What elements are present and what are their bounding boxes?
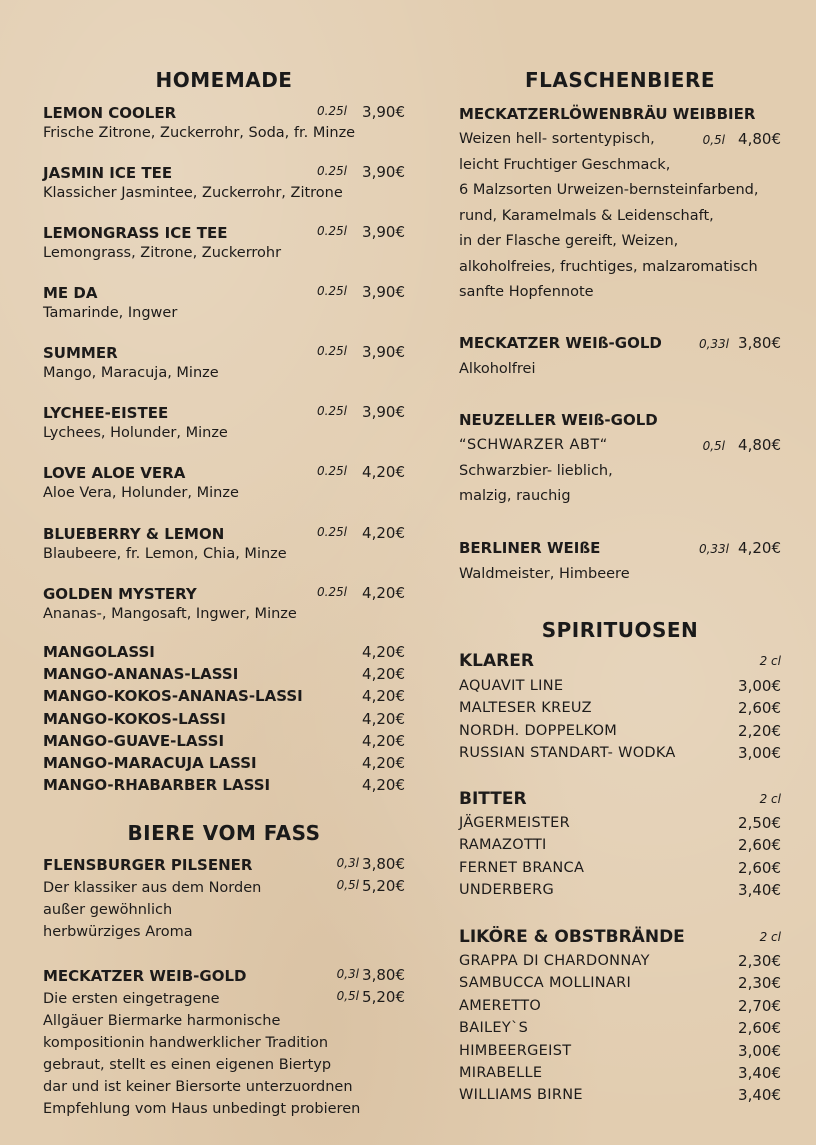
- item-description: Aloe Vera, Holunder, Minze: [43, 485, 239, 501]
- menu-item: [43, 403, 405, 443]
- item-name: MANGO-RHABARBER LASSI: [43, 776, 271, 795]
- list-item: [459, 1084, 781, 1106]
- item-description: malzig, rauchig: [459, 488, 571, 504]
- item-price: 3,00€: [738, 744, 781, 763]
- item-description: Lychees, Holunder, Minze: [43, 425, 228, 441]
- item-price: 3,80€: [738, 334, 781, 352]
- item-description: Der klassiker aus dem Norden: [43, 880, 262, 896]
- item-volume: 0.25l: [316, 525, 347, 539]
- item-price: 4,20€: [362, 753, 405, 772]
- item-description: Blaubeere, fr. Lemon, Chia, Minze: [43, 546, 287, 562]
- item-description: sanfte Hopfennote: [459, 284, 594, 300]
- spirit-group-header: [459, 927, 781, 947]
- item-volume: 0,33l: [698, 542, 729, 556]
- group-unit: 2 cl: [759, 930, 781, 944]
- menu-item-loewenbraeu: [459, 102, 781, 306]
- item-description: Allgäuer Biermarke harmonische: [43, 1013, 281, 1029]
- item-name: LOVE ALOE VERA: [43, 464, 186, 482]
- list-item: [459, 742, 781, 764]
- menu-item: [43, 283, 405, 323]
- menu-item-meckatzer-fass: [43, 966, 405, 1120]
- item-description: in der Flasche gereift, Weizen,: [459, 233, 679, 249]
- item-price: 3,90€: [362, 403, 405, 421]
- item-price: 4,20€: [362, 463, 405, 481]
- lassi-list: [43, 641, 405, 796]
- list-item: [459, 972, 781, 994]
- menu-item: [43, 463, 405, 503]
- item-price: 2,60€: [738, 1019, 781, 1038]
- list-item: [43, 752, 405, 774]
- item-volume: 0,5l: [702, 439, 725, 453]
- item-name: JÄGERMEISTER: [459, 815, 571, 831]
- item-name: AQUAVIT LINE: [459, 678, 564, 694]
- list-item: [459, 1017, 781, 1039]
- item-price: 3,40€: [738, 1086, 781, 1105]
- item-description: Schwarzbier- lieblich,: [459, 462, 613, 479]
- item-description: Mango, Maracuja, Minze: [43, 365, 219, 381]
- item-price: 4,20€: [362, 709, 405, 728]
- item-description: Empfehlung vom Haus unbedingt probieren: [43, 1101, 361, 1117]
- spirit-list: [459, 675, 781, 765]
- item-name: NORDH. DOPPELKOM: [459, 722, 618, 739]
- item-volume: 0.25l: [316, 164, 347, 178]
- item-price: 3,00€: [738, 1041, 781, 1060]
- item-name: AMERETTO: [459, 997, 542, 1014]
- item-volume: 0.25l: [316, 284, 347, 298]
- menu-item: [43, 343, 405, 383]
- item-price: 2,60€: [738, 836, 781, 855]
- item-name: JASMIN ICE TEE: [43, 164, 173, 182]
- item-name: LYCHEE-EISTEE: [43, 404, 169, 422]
- spirit-list: [459, 950, 781, 1107]
- item-volume: 0,5l: [336, 989, 359, 1003]
- item-volume: 0,5l: [336, 878, 359, 892]
- item-description: gebraut, stellt es einen eigenen Biertyp: [43, 1057, 332, 1073]
- item-description: Frische Zitrone, Zuckerrohr, Soda, fr. Minze: [43, 125, 356, 141]
- item-price: 4,20€: [362, 584, 405, 602]
- item-price: 4,20€: [362, 665, 405, 684]
- item-price: 4,20€: [362, 643, 405, 661]
- list-item: [459, 950, 781, 972]
- item-price: 3,90€: [362, 343, 405, 361]
- item-name: SAMBUCCA MOLLINARI: [459, 975, 632, 992]
- item-price: 2,30€: [738, 952, 781, 970]
- menu-item: [43, 223, 405, 263]
- list-item: [459, 812, 781, 834]
- section-title-fass: BIERE VOM FASS: [127, 821, 321, 845]
- list-item: [459, 1040, 781, 1062]
- item-price: 2,60€: [738, 699, 781, 718]
- item-price: 3,00€: [738, 677, 781, 695]
- item-name: MECKATZER WEIB-GOLD: [43, 967, 247, 985]
- list-item: [459, 697, 781, 719]
- item-price: 4,20€: [362, 524, 405, 542]
- item-volume: 0,33l: [698, 337, 729, 351]
- spirit-group-header: [459, 789, 781, 809]
- group-name: KLARER: [459, 651, 534, 671]
- item-name: FLENSBURGER PILSENER: [43, 856, 253, 874]
- item-price: 3,90€: [362, 283, 405, 301]
- item-description: Waldmeister, Himbeere: [459, 565, 630, 582]
- item-price: 4,80€: [738, 436, 781, 454]
- item-name: MANGO-GUAVE-LASSI: [43, 731, 225, 750]
- item-price: 2,70€: [738, 996, 781, 1015]
- item-description: Tamarinde, Ingwer: [43, 305, 178, 321]
- item-price: 4,20€: [362, 731, 405, 750]
- item-price: 2,50€: [738, 814, 781, 832]
- list-item: [43, 663, 405, 685]
- list-item: [43, 730, 405, 752]
- item-description: Ananas-, Mangosaft, Ingwer, Minze: [43, 606, 297, 622]
- item-description: Lemongrass, Zitrone, Zuckerrohr: [43, 245, 282, 261]
- item-price: 3,40€: [738, 1063, 781, 1082]
- item-description: alkoholfreies, fruchtiges, malzaromatisch: [459, 258, 758, 275]
- item-volume: 0.25l: [316, 104, 347, 118]
- list-item: [43, 685, 405, 707]
- item-name: GOLDEN MYSTERY: [43, 585, 197, 603]
- item-description: dar und ist keiner Biersorte unterzuordnen: [43, 1079, 353, 1095]
- item-name: MANGO-ANANAS-LASSI: [43, 665, 239, 684]
- item-name: RAMAZOTTI: [459, 837, 547, 854]
- menu-item-weissgold: [459, 331, 781, 382]
- item-price: 3,80€: [362, 966, 405, 984]
- item-name: SUMMER: [43, 344, 118, 362]
- item-name: MIRABELLE: [459, 1064, 543, 1081]
- list-item: [43, 641, 405, 663]
- item-price: 3,80€: [362, 855, 405, 873]
- item-description: herbwürziges Aroma: [43, 924, 193, 940]
- item-name: MALTESER KREUZ: [459, 700, 592, 717]
- item-price: 3,90€: [362, 223, 405, 241]
- item-volume: 0.25l: [316, 404, 347, 418]
- item-price: 3,90€: [362, 163, 405, 181]
- menu-item: [43, 584, 405, 624]
- item-description: Weizen hell- sortentypisch,: [459, 131, 655, 147]
- item-description: 6 Malzsorten Urweizen-bernsteinfarbend,: [459, 182, 759, 198]
- item-volume: 0.25l: [316, 224, 347, 238]
- item-volume: 0,3l: [336, 967, 359, 981]
- item-name: MECKATZER WEIß-GOLD: [459, 334, 662, 352]
- item-volume: 0.25l: [316, 585, 347, 599]
- item-price: 3,40€: [738, 881, 781, 900]
- section-title-homemade: HOMEMADE: [155, 68, 293, 92]
- item-price: 2,20€: [738, 721, 781, 740]
- item-price: 5,20€: [362, 988, 405, 1006]
- item-description: leicht Fruchtiger Geschmack,: [459, 156, 671, 173]
- list-item: [43, 774, 405, 796]
- menu-item-neuzeller: [459, 408, 781, 510]
- menu-item-berliner: [459, 536, 781, 587]
- item-price: 4,20€: [362, 776, 405, 795]
- group-name: BITTER: [459, 789, 527, 809]
- group-unit: 2 cl: [759, 654, 781, 668]
- list-item: [459, 675, 781, 697]
- item-name: MECKATZERLÖWENBRÄU WEIBBIER: [459, 105, 756, 123]
- spirit-list: [459, 812, 781, 902]
- item-name: FERNET BRANCA: [459, 859, 585, 876]
- menu-item: [43, 524, 405, 564]
- item-name: WILLIAMS BIRNE: [459, 1087, 583, 1104]
- item-name: LEMONGRASS ICE TEE: [43, 224, 228, 242]
- item-description: Alkoholfrei: [459, 360, 536, 377]
- list-item: [459, 1062, 781, 1084]
- list-item: [459, 879, 781, 901]
- list-item: [459, 995, 781, 1017]
- item-name: MANGOLASSI: [43, 643, 155, 661]
- list-item: [459, 857, 781, 879]
- item-name: GRAPPA DI CHARDONNAY: [459, 953, 650, 969]
- item-price: 3,90€: [362, 103, 405, 121]
- item-name: BERLINER WEIßE: [459, 539, 601, 557]
- item-name: HIMBEERGEIST: [459, 1042, 572, 1059]
- item-price: 5,20€: [362, 877, 405, 895]
- list-item: [459, 720, 781, 742]
- item-price: 2,60€: [738, 858, 781, 877]
- item-description: rund, Karamelmals & Leidenschaft,: [459, 207, 714, 224]
- item-price: 4,20€: [362, 687, 405, 706]
- item-name: RUSSIAN STANDART- WODKA: [459, 745, 676, 762]
- list-item: [459, 834, 781, 856]
- item-description: Klassicher Jasmintee, Zuckerrohr, Zitrone: [43, 185, 343, 201]
- group-unit: 2 cl: [759, 792, 781, 806]
- spirit-group-header: [459, 651, 781, 671]
- menu-item: [43, 103, 405, 143]
- menu-item: [43, 163, 405, 203]
- item-volume: 0,3l: [336, 856, 359, 870]
- item-volume: 0.25l: [316, 464, 347, 478]
- item-name: MANGO-KOKOS-LASSI: [43, 709, 226, 728]
- item-price: 4,20€: [738, 539, 781, 557]
- item-volume: 0,5l: [702, 133, 725, 147]
- list-item: [43, 708, 405, 730]
- item-name: BLUEBERRY & LEMON: [43, 525, 225, 543]
- item-name: BAILEY`S: [459, 1020, 529, 1037]
- item-description: kompositionin handwerklicher Tradition: [43, 1035, 329, 1051]
- item-description: außer gewöhnlich: [43, 902, 173, 918]
- item-name: NEUZELLER WEIß-GOLD: [459, 411, 658, 429]
- item-price: 4,80€: [738, 130, 781, 148]
- menu-item-flensburger: [43, 855, 405, 943]
- group-name: LIKÖRE & OBSTBRÄNDE: [459, 927, 685, 947]
- item-name: ME DA: [43, 284, 98, 302]
- item-name: MANGO-KOKOS-ANANAS-LASSI: [43, 687, 303, 706]
- item-description: Die ersten eingetragene: [43, 991, 220, 1007]
- section-title-spirituosen: SPIRITUOSEN: [541, 618, 699, 642]
- item-name: UNDERBERG: [459, 882, 554, 899]
- item-price: 2,30€: [738, 974, 781, 993]
- section-title-flaschen: FLASCHENBIERE: [524, 68, 715, 92]
- item-subtitle: “SCHWARZER ABT“: [459, 437, 608, 453]
- item-name: MANGO-MARACUJA LASSI: [43, 753, 257, 772]
- item-volume: 0.25l: [316, 344, 347, 358]
- item-name: LEMON COOLER: [43, 104, 177, 122]
